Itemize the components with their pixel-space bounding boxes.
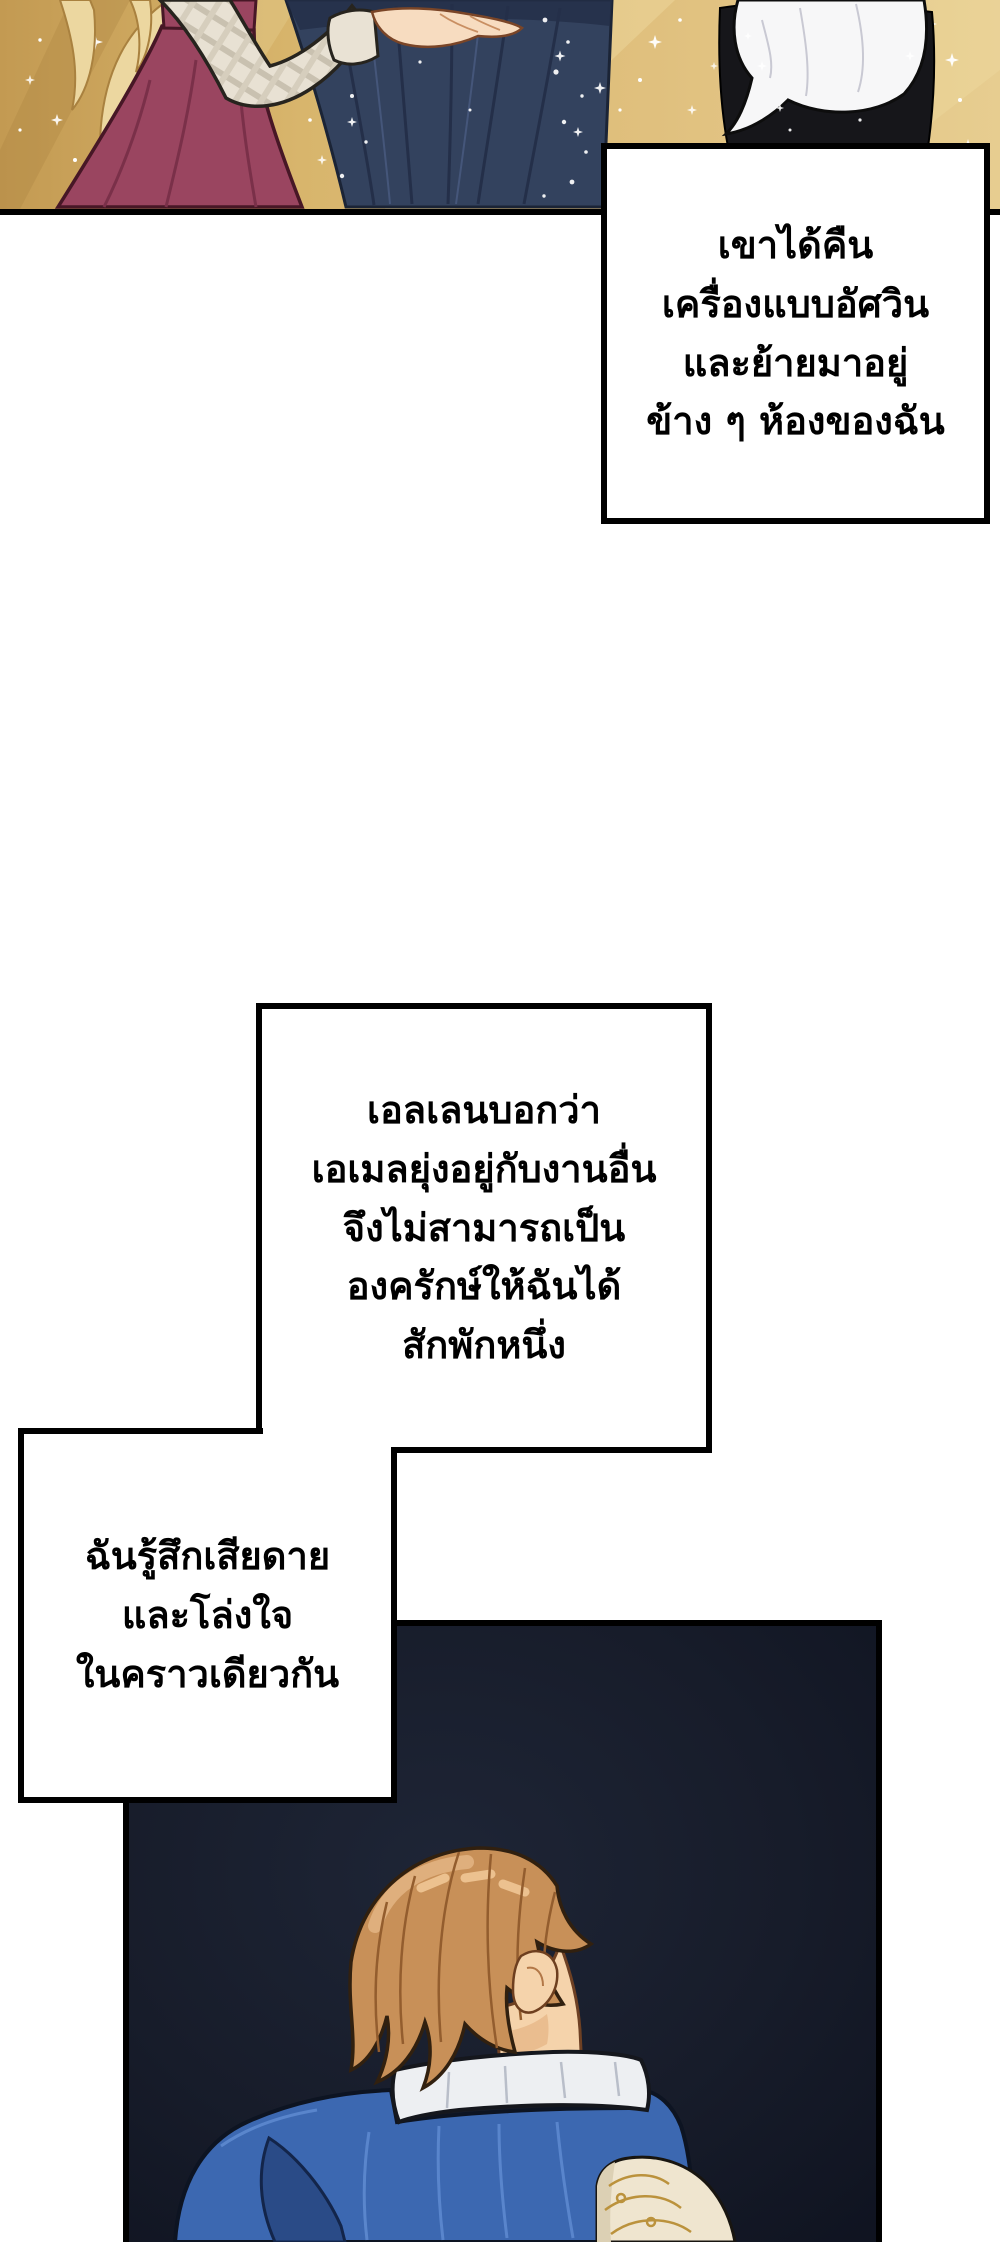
narration-box-1 xyxy=(601,143,990,524)
narration-box-2 xyxy=(256,1003,712,1453)
attendant-figure xyxy=(719,0,934,147)
narration-line: สักพักหนึ่ง xyxy=(402,1323,566,1368)
box-merge-patch xyxy=(263,1425,399,1447)
narration-line: ฉันรู้สึกเสียดาย xyxy=(84,1534,331,1579)
sleeve-cuff xyxy=(328,10,378,64)
narration-line: เขาได้คืน xyxy=(717,222,874,267)
narration-line: และโล่งใจ xyxy=(121,1593,294,1638)
narration-line: ข้าง ๆ ห้องของฉัน xyxy=(646,399,945,444)
narration-line: จึงไม่สามารถเป็น xyxy=(342,1205,626,1250)
narration-line: เอลเลนบอกว่า xyxy=(367,1087,601,1132)
narration-line: องครักษ์ให้ฉันได้ xyxy=(346,1264,622,1309)
narration-box-3 xyxy=(18,1428,397,1803)
narration-line: เครื่องแบบอัศวิน xyxy=(661,281,930,326)
narration-line: และย้ายมาอยู่ xyxy=(682,340,909,385)
narration-line: เอเมลยุ่งอยู่กับงานอื่น xyxy=(311,1146,657,1191)
narration-line: ในคราวเดียวกัน xyxy=(75,1651,340,1696)
